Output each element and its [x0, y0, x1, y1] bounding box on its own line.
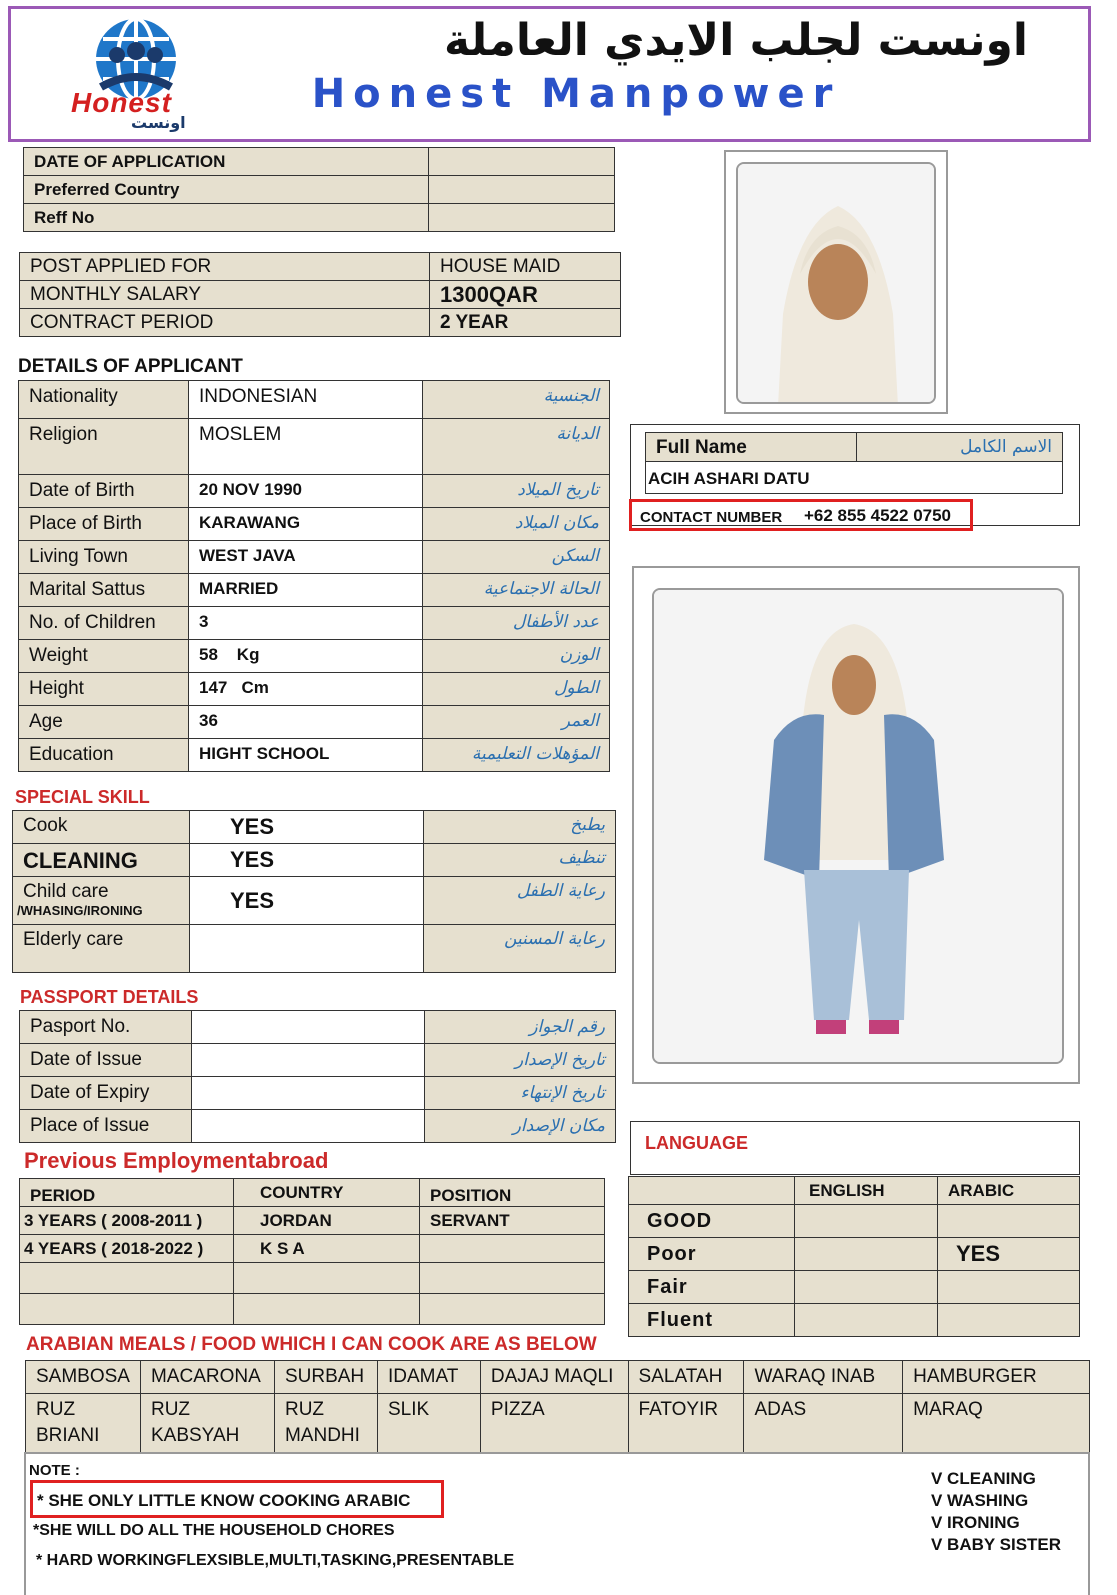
- meals-heading: ARABIAN MEALS / FOOD WHICH I CAN COOK ARE AS BELOW: [26, 1334, 597, 1355]
- meal-item: SALATAH: [628, 1361, 744, 1394]
- full-name-value-box: [645, 462, 1063, 494]
- meals-row: [26, 1361, 1090, 1394]
- skill-label-cell: [13, 925, 190, 973]
- language-table: [628, 1176, 1080, 1337]
- details-value: 58 Kg: [189, 640, 423, 673]
- skill-label-cell: [13, 844, 190, 877]
- skill-row: [13, 925, 616, 973]
- skill-label: Child care: [23, 881, 109, 902]
- contact-value: +62 855 4522 0750: [804, 506, 952, 525]
- english-title: Honest Manpower: [311, 71, 841, 117]
- post-table: [19, 252, 621, 337]
- meal-item: IDAMAT: [377, 1361, 480, 1394]
- language-row: [629, 1205, 1080, 1238]
- header-banner: [8, 6, 1091, 142]
- full-body-photo-frame: [632, 566, 1080, 1084]
- duty-ironing: V IRONING: [931, 1513, 1020, 1532]
- logo-text: Honest: [71, 87, 172, 118]
- details-value: HIGHT SCHOOL: [189, 739, 423, 772]
- full-body-photo: [652, 588, 1064, 1064]
- passport-row: [20, 1011, 616, 1044]
- skill-sublabel: /WHASING/IRONING: [17, 903, 143, 918]
- meal-item: MACARONA: [140, 1361, 274, 1394]
- meal-item: RUZ MANDHI: [274, 1394, 377, 1453]
- duties-checklist: [931, 1468, 1091, 1556]
- details-label: Education: [19, 739, 189, 772]
- details-value: MOSLEM: [189, 419, 423, 475]
- details-value: 3: [189, 607, 423, 640]
- full-name-label: Full Name: [656, 437, 747, 458]
- passport-heading: PASSPORT DETAILS: [20, 987, 199, 1007]
- details-row: [19, 574, 610, 607]
- employment-header-position: POSITION: [420, 1179, 605, 1207]
- language-level: GOOD: [629, 1205, 795, 1238]
- date-of-application-value: [429, 148, 615, 176]
- details-label: Weight: [19, 640, 189, 673]
- skill-value: [190, 925, 424, 973]
- language-english: [795, 1205, 938, 1238]
- passport-row: [20, 1110, 616, 1143]
- language-row: [629, 1238, 1080, 1271]
- employment-row: [20, 1263, 605, 1294]
- language-row: [629, 1304, 1080, 1337]
- passport-row: [20, 1044, 616, 1077]
- language-arabic: [938, 1205, 1080, 1238]
- name-contact-box: [630, 424, 1080, 526]
- details-arabic-label: الجنسية: [423, 381, 610, 419]
- details-arabic-label: السكن: [423, 541, 610, 574]
- details-arabic-label: الحالة الاجتماعية: [423, 574, 610, 607]
- details-value: INDONESIAN: [189, 381, 423, 419]
- employment-period: 3 YEARS ( 2008-2011 ): [20, 1207, 234, 1235]
- skill-row: [13, 844, 616, 877]
- details-row: [19, 607, 610, 640]
- passport-label: Place of Issue: [20, 1110, 192, 1143]
- contract-label: CONTRACT PERIOD: [20, 309, 430, 337]
- employment-country: K S A: [234, 1235, 420, 1263]
- language-row: [629, 1271, 1080, 1304]
- salary-label: MONTHLY SALARY: [20, 281, 430, 309]
- passport-label: Date of Issue: [20, 1044, 192, 1077]
- details-arabic-label: الديانة: [423, 419, 610, 475]
- skill-label-cell: [13, 877, 190, 925]
- details-table: [18, 380, 610, 772]
- duty-washing: V WASHING: [931, 1491, 1029, 1510]
- details-label: Nationality: [19, 381, 189, 419]
- post-value: HOUSE MAID: [430, 253, 621, 281]
- special-skill-heading: SPECIAL SKILL: [15, 787, 150, 807]
- employment-period: 4 YEARS ( 2018-2022 ): [20, 1235, 234, 1263]
- portrait-photo: [736, 162, 936, 404]
- details-arabic-label: الوزن: [423, 640, 610, 673]
- details-label: Religion: [19, 419, 189, 475]
- skill-value: YES: [190, 811, 424, 844]
- details-value: KARAWANG: [189, 508, 423, 541]
- date-of-application-label: DATE OF APPLICATION: [24, 148, 429, 176]
- post-label: POST APPLIED FOR: [20, 253, 430, 281]
- skill-label: Cook: [23, 815, 68, 836]
- meal-item: HAMBURGER: [903, 1361, 1090, 1394]
- passport-row: [20, 1077, 616, 1110]
- meal-item: ADAS: [744, 1394, 903, 1453]
- preferred-country-value: [429, 176, 615, 204]
- meal-item: SURBAH: [274, 1361, 377, 1394]
- details-value: MARRIED: [189, 574, 423, 607]
- full-name-header: [645, 432, 1063, 462]
- details-row: [19, 508, 610, 541]
- employment-heading: Previous Employmentabroad: [24, 1148, 329, 1173]
- meal-item: RUZ BRIANI: [26, 1394, 141, 1453]
- details-row: [19, 419, 610, 475]
- application-info-table: [23, 147, 615, 232]
- employment-period: [20, 1263, 234, 1294]
- meal-item: SAMBOSA: [26, 1361, 141, 1394]
- skill-arabic-label: رعاية الطفل: [424, 877, 616, 925]
- language-arabic: [938, 1304, 1080, 1337]
- meal-item: PIZZA: [480, 1394, 628, 1453]
- note-label: NOTE :: [29, 1462, 80, 1479]
- full-name-value: ACIH ASHARI DATU: [648, 469, 810, 488]
- skill-row: [13, 877, 616, 925]
- language-header-english: ENGLISH: [795, 1177, 938, 1205]
- meal-item: SLIK: [377, 1394, 480, 1453]
- language-arabic: YES: [938, 1238, 1080, 1271]
- passport-value: [192, 1011, 425, 1044]
- passport-arabic-label: رقم الجواز: [425, 1011, 616, 1044]
- details-row: [19, 640, 610, 673]
- full-name-arabic-label: الاسم الكامل: [960, 437, 1052, 457]
- passport-value: [192, 1077, 425, 1110]
- details-arabic-label: مكان الميلاد: [423, 508, 610, 541]
- note-box: [24, 1452, 1090, 1595]
- language-heading: LANGUAGE: [645, 1133, 748, 1153]
- skill-label-cell: [13, 811, 190, 844]
- employment-table: [19, 1178, 605, 1325]
- skill-arabic-label: يطبخ: [424, 811, 616, 844]
- meal-item: RUZ KABSYAH: [140, 1394, 274, 1453]
- skill-value: YES: [190, 877, 424, 925]
- language-level: Fluent: [629, 1304, 795, 1337]
- meals-table: [25, 1360, 1090, 1453]
- preferred-country-label: Preferred Country: [24, 176, 429, 204]
- arabic-title: اونست لجلب الايدي العاملة: [444, 15, 1028, 66]
- note-line-2: *SHE WILL DO ALL THE HOUSEHOLD CHORES: [33, 1522, 395, 1539]
- passport-value: [192, 1110, 425, 1143]
- skill-arabic-label: رعاية المسنين: [424, 925, 616, 973]
- special-skill-table: [12, 810, 616, 973]
- employment-row: [20, 1294, 605, 1325]
- details-arabic-label: تاريخ الميلاد: [423, 475, 610, 508]
- details-row: [19, 706, 610, 739]
- employment-country: [234, 1263, 420, 1294]
- skill-label: CLEANING: [23, 848, 138, 873]
- duty-baby-sister: V BABY SISTER: [931, 1535, 1062, 1554]
- details-label: Place of Birth: [19, 508, 189, 541]
- note-line-1: * SHE ONLY LITTLE KNOW COOKING ARABIC: [37, 1491, 411, 1510]
- note-line-3: * HARD WORKINGFLEXSIBLE,MULTI,TASKING,PRESENTABLE: [36, 1552, 515, 1569]
- passport-label: Pasport No.: [20, 1011, 192, 1044]
- employment-row: [20, 1235, 605, 1263]
- employment-header-period: PERIOD: [20, 1179, 234, 1207]
- meal-item: MARAQ: [903, 1394, 1090, 1453]
- contact-label: CONTACT NUMBER: [640, 509, 783, 526]
- duty-cleaning: V CLEANING: [931, 1469, 1036, 1488]
- employment-period: [20, 1294, 234, 1325]
- details-value: 147 Cm: [189, 673, 423, 706]
- passport-label: Date of Expiry: [20, 1077, 192, 1110]
- language-header-arabic: ARABIC: [938, 1177, 1080, 1205]
- reff-no-label: Reff No: [24, 204, 429, 232]
- logo-arabic: اونست: [131, 113, 186, 132]
- language-english: [795, 1304, 938, 1337]
- details-heading: DETAILS OF APPLICANT: [18, 356, 243, 377]
- skill-row: [13, 811, 616, 844]
- passport-arabic-label: تاريخ الإصدار: [425, 1044, 616, 1077]
- details-value: WEST JAVA: [189, 541, 423, 574]
- details-label: Age: [19, 706, 189, 739]
- employment-row: [20, 1207, 605, 1235]
- language-arabic: [938, 1271, 1080, 1304]
- employment-header-country: COUNTRY: [234, 1179, 420, 1207]
- details-arabic-label: الطول: [423, 673, 610, 706]
- reff-no-value: [429, 204, 615, 232]
- note-highlight: [30, 1480, 444, 1518]
- passport-value: [192, 1044, 425, 1077]
- meal-item: FATOYIR: [628, 1394, 744, 1453]
- meal-item: DAJAJ MAQLI: [480, 1361, 628, 1394]
- details-row: [19, 739, 610, 772]
- details-label: No. of Children: [19, 607, 189, 640]
- skill-arabic-label: تنظيف: [424, 844, 616, 877]
- language-level: Fair: [629, 1271, 795, 1304]
- details-row: [19, 673, 610, 706]
- details-label: Date of Birth: [19, 475, 189, 508]
- employment-position: SERVANT: [420, 1207, 605, 1235]
- passport-table: [19, 1010, 616, 1143]
- employment-position: [420, 1294, 605, 1325]
- details-row: [19, 475, 610, 508]
- details-label: Marital Sattus: [19, 574, 189, 607]
- details-row: [19, 381, 610, 419]
- language-header-blank: [629, 1177, 795, 1205]
- details-value: 36: [189, 706, 423, 739]
- meal-item: WARAQ INAB: [744, 1361, 903, 1394]
- employment-country: [234, 1294, 420, 1325]
- skill-value: YES: [190, 844, 424, 877]
- employment-position: [420, 1235, 605, 1263]
- language-level: Poor: [629, 1238, 795, 1271]
- meals-row: [26, 1394, 1090, 1453]
- language-heading-box: [630, 1121, 1080, 1175]
- details-label: Height: [19, 673, 189, 706]
- portrait-photo-frame: [724, 150, 948, 414]
- employment-position: [420, 1263, 605, 1294]
- contract-value: 2 YEAR: [430, 309, 621, 337]
- details-label: Living Town: [19, 541, 189, 574]
- language-english: [795, 1238, 938, 1271]
- details-arabic-label: المؤهلات التعليمية: [423, 739, 610, 772]
- details-arabic-label: عدد الأطفال: [423, 607, 610, 640]
- details-arabic-label: العمر: [423, 706, 610, 739]
- language-english: [795, 1271, 938, 1304]
- company-logo: [61, 17, 211, 135]
- passport-arabic-label: مكان الإصدار: [425, 1110, 616, 1143]
- contact-number-highlight: [629, 499, 973, 531]
- details-row: [19, 541, 610, 574]
- details-value: 20 NOV 1990: [189, 475, 423, 508]
- passport-arabic-label: تاريخ الإنتهاء: [425, 1077, 616, 1110]
- skill-label: Elderly care: [23, 929, 124, 950]
- salary-value: 1300QAR: [430, 281, 621, 309]
- employment-country: JORDAN: [234, 1207, 420, 1235]
